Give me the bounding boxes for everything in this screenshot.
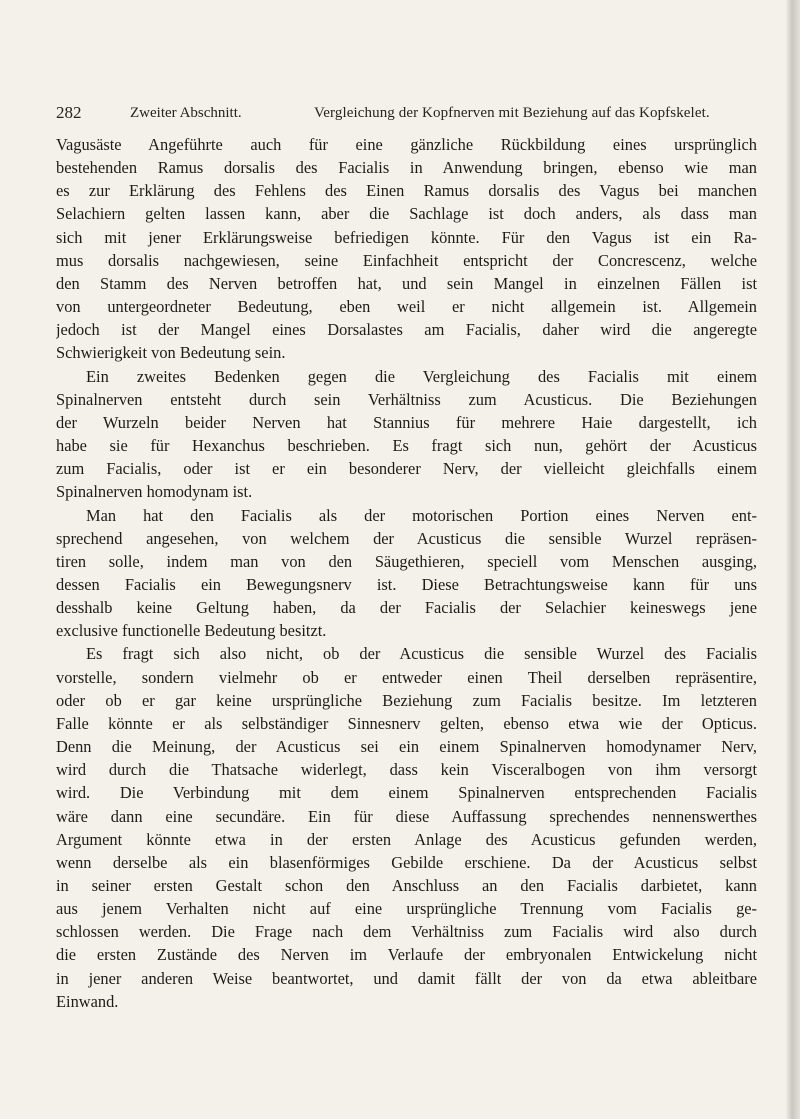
running-title: Vergleichung der Kopfnerven mit Beziehung auf das Kopfskelet. <box>314 105 710 121</box>
paragraph <box>56 504 757 643</box>
text-line: wenn derselbe als ein blasenförmiges Gebilde erschiene. Da der Acusticus selbst <box>56 852 757 872</box>
text-line: Vagusäste Angeführte auch für eine gänzliche Rückbildung eines ursprünglich <box>56 135 757 154</box>
text-line: wird. Die Verbindung mit dem einem Spinalnerven entsprechenden Facialis <box>56 783 757 803</box>
text-line: vorstelle, sondern vielmehr ob er entweder einen Theil derselben repräsentire, <box>56 667 757 687</box>
running-head <box>56 102 756 124</box>
chapter-label: Zweiter Abschnitt. <box>130 105 242 121</box>
text-line: Spinalnerven homodynam ist. <box>56 482 253 502</box>
text-line: tiren solle, indem man von den Säugethieren, speciell vom Menschen ausging, <box>56 551 757 571</box>
text-line: oder ob er gar keine ursprüngliche Beziehung zum Facialis besitze. Im letzteren <box>56 690 757 710</box>
text-line: Denn die Meinung, der Acusticus sei ein einem Spinalnerven homodynamer Nerv, <box>56 737 757 757</box>
text-line: Selachiern gelten lassen kann, aber die Sachlage ist doch anders, als dass man <box>56 204 757 224</box>
text-line: schlossen werden. Die Frage nach dem Verhältniss zum Facialis wird also durch <box>56 922 757 942</box>
text-line: wird durch die Thatsache widerlegt, dass kein Visceralbogen von ihm versorgt <box>56 760 757 780</box>
text-line: Es fragt sich also nicht, ob der Acusticus die sensible Wurzel des Facialis <box>86 644 757 664</box>
text-line: exclusive functionelle Bedeutung besitzt. <box>56 621 327 641</box>
paragraph <box>56 133 757 365</box>
body-text <box>56 133 757 1013</box>
text-line: Falle könnte er als selbständiger Sinnesnerv gelten, ebenso etwa wie der Opticus. <box>56 713 757 733</box>
text-line: dessen Facialis ein Bewegungsnerv ist. Diese Betrachtungsweise kann für uns <box>56 574 757 594</box>
text-line: Ein zweites Bedenken gegen die Vergleichung des Facialis mit einem <box>86 366 757 386</box>
text-line: die ersten Zustände des Nerven im Verlaufe der embryonalen Entwickelung nicht <box>56 945 757 965</box>
text-line: sprechend angesehen, von welchem der Acusticus die sensible Wurzel repräsen- <box>56 528 757 548</box>
text-line: Argument könnte etwa in der ersten Anlage des Acusticus gefunden werden, <box>56 829 757 849</box>
paragraph <box>56 642 757 1013</box>
text-line: Man hat den Facialis als der motorischen Portion eines Nerven ent- <box>86 505 757 525</box>
text-line: jedoch ist der Mangel eines Dorsalastes am Facialis, daher wird die angeregte <box>56 320 757 340</box>
text-line: wäre dann eine secundäre. Ein für diese Auffassung sprechendes nennenswerthes <box>56 806 757 826</box>
text-line: mus dorsalis nachgewiesen, seine Einfachheit entspricht der Concrescenz, welche <box>56 250 757 270</box>
text-line: Einwand. <box>56 991 119 1011</box>
text-line: in jener anderen Weise beantwortet, und damit fällt der von da etwa ableitbare <box>56 968 757 988</box>
text-line: zum Facialis, oder ist er ein besonderer Nerv, der vielleicht gleichfalls einem <box>56 459 757 479</box>
paragraph <box>56 365 757 504</box>
text-line: Spinalnerven entsteht durch sein Verhältniss zum Acusticus. Die Beziehungen <box>56 389 757 409</box>
text-line: desshalb keine Geltung haben, da der Facialis der Selachier keineswegs jene <box>56 598 757 618</box>
text-line: bestehenden Ramus dorsalis des Facialis in Anwendung bringen, ebenso wie man <box>56 158 757 178</box>
text-line: der Wurzeln beider Nerven hat Stannius für mehrere Haie dargestellt, ich <box>56 412 757 432</box>
page-number: 282 <box>56 103 82 122</box>
text-line: es zur Erklärung des Fehlens des Einen Ramus dorsalis des Vagus bei manchen <box>56 181 757 201</box>
text-line: habe sie für Hexanchus beschrieben. Es fragt sich nun, gehört der Acusticus <box>56 436 757 456</box>
text-line: Schwierigkeit von Bedeutung sein. <box>56 343 286 363</box>
text-line: sich mit jener Erklärungsweise befriedigen könnte. Für den Vagus ist ein Ra- <box>56 227 757 247</box>
page-edge-shadow <box>786 0 800 1119</box>
text-line: aus jenem Verhalten nicht auf eine ursprüngliche Trennung vom Facialis ge- <box>56 899 757 919</box>
text-line: in seiner ersten Gestalt schon den Anschluss an den Facialis darbietet, kann <box>56 876 757 895</box>
text-line: von untergeordneter Bedeutung, eben weil er nicht allgemein ist. Allgemein <box>56 297 757 317</box>
text-line: den Stamm des Nerven betroffen hat, und sein Mangel in einzelnen Fällen ist <box>56 273 757 293</box>
